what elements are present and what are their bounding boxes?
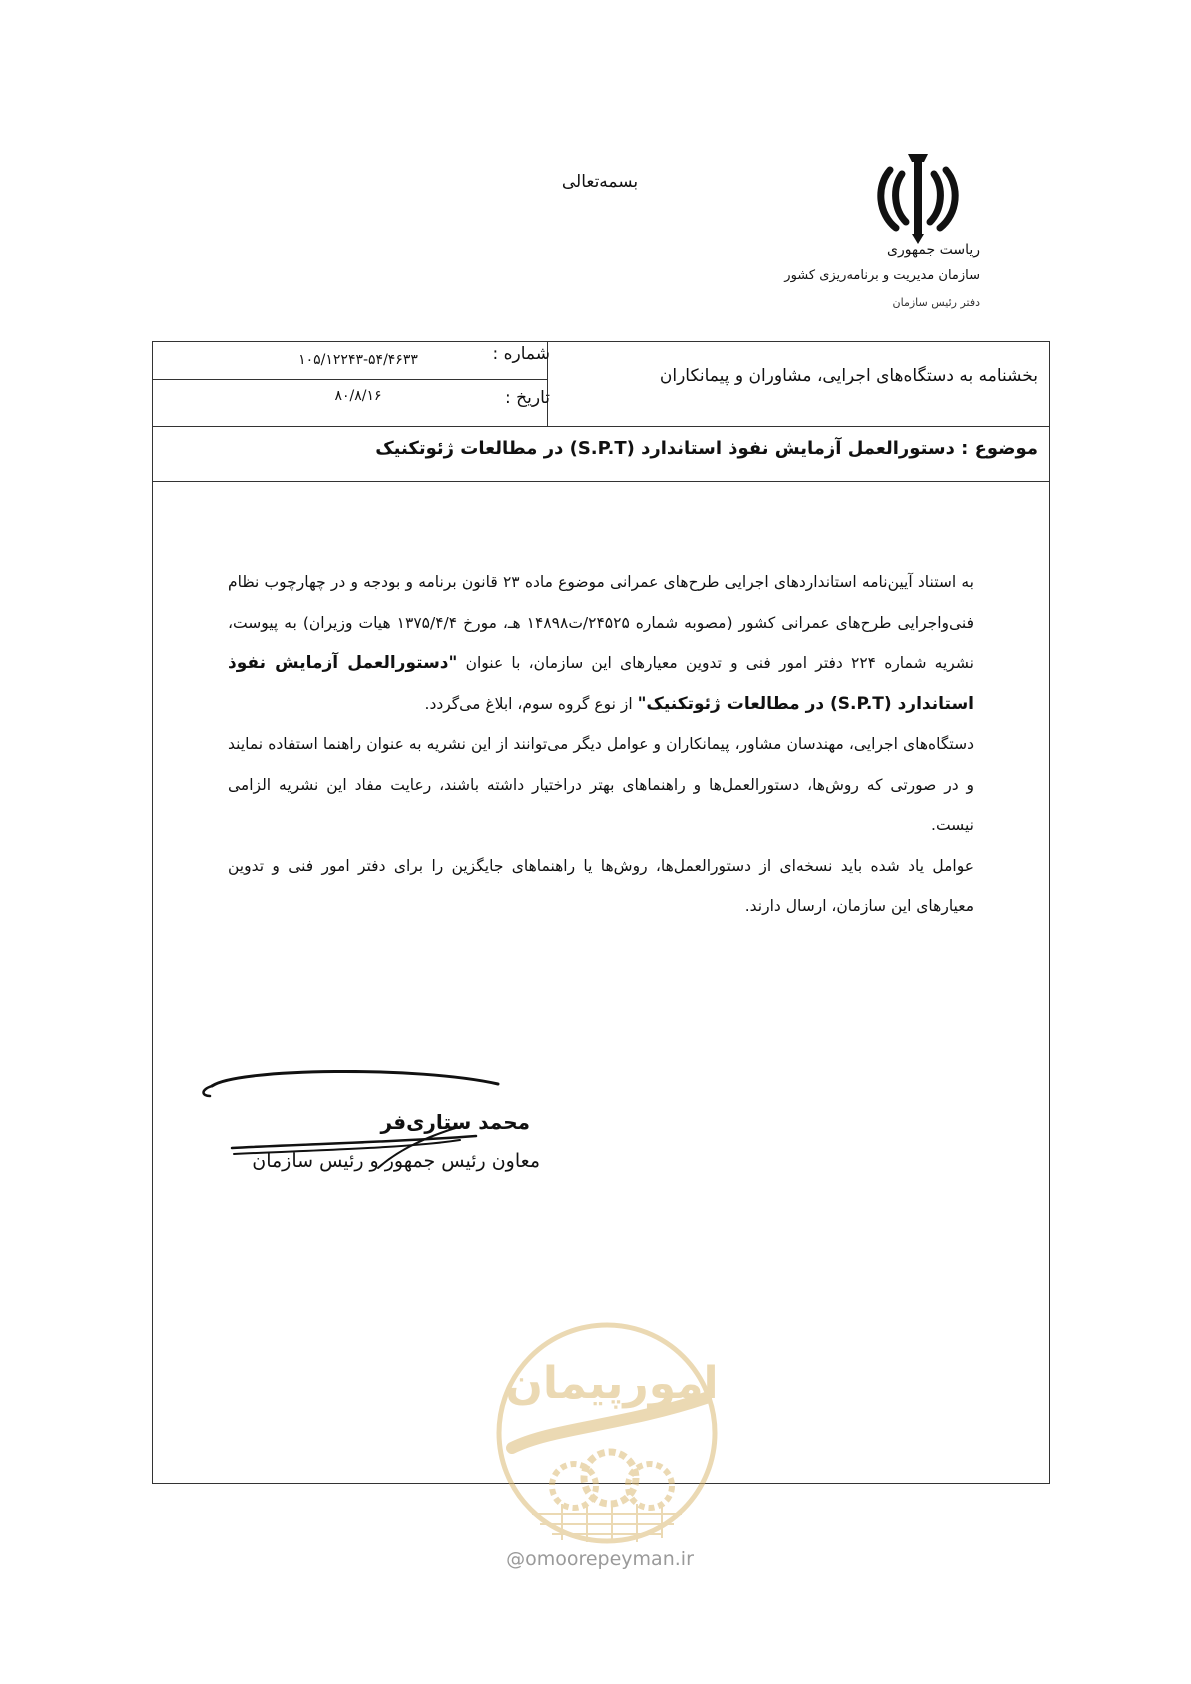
signatory-name: محمد ستاری‌فر <box>380 1110 530 1134</box>
header-divider <box>152 426 1050 427</box>
circular-recipients: بخشنامه به دستگاه‌های اجرایی، مشاوران و پیمانکاران <box>659 366 1038 386</box>
signatory-title: معاون رئیس جمهور و رئیس سازمان <box>252 1150 540 1172</box>
bismillah-heading: بسمه‌تعالی <box>561 172 639 192</box>
org-line-presidency: ریاست جمهوری <box>886 242 980 258</box>
subject-line: موضوع : دستورالعمل آزمایش نفوذ استاندارد (S.P.T) در مطالعات ژئوتکنیک <box>375 438 1038 459</box>
body-p1-text-b: از نوع گروه سوم، ابلاغ می‌گردد. <box>424 694 638 713</box>
meta-divider <box>152 379 547 380</box>
watermark-logo-text: امورپیمان <box>505 1358 719 1409</box>
body-p1-text-a: به استناد آیین‌نامه استانداردهای اجرایی طرح‌های عمرانی موضوع ماده ۲۳ قانون برنامه و بودجه و در چهارچوب نظام فنی‌واجرایی طرح‌های عمرانی کشور (مصوبه شماره ۲۴۵۲۵/ت۱۴۸۹۸ هـ، مورخ ۱۳۷۵/۴/۴ هیات وزیران) به پیوست، نشریه شماره ۲۲۴ دفتر امور فنی و تدوین معیارهای این سازمان، با عنوان <box>228 573 975 672</box>
org-line-office: دفتر رئیس سازمان <box>892 296 980 309</box>
date-label: تاریخ : <box>505 388 550 408</box>
body-paragraph-3: عوامل یاد شده باید نسخه‌ای از دستورالعمل‌ها، روش‌ها یا راهنماهای جایگزین را برای دفتر امور فنی و تدوین معیارهای این سازمان، ارسال دارند. <box>228 856 974 915</box>
omoorepeyman-watermark-logo <box>492 1318 722 1548</box>
body-paragraph-1 <box>228 562 974 724</box>
body-paragraph-2: دستگاه‌های اجرایی، مهندسان مشاور، پیمانکاران و عوامل دیگر می‌توانند از این نشریه به عنوان راهنما استفاده نمایند و در صورتی که روش‌ها، دستورالعمل‌ها و راهنماهای بهتر دراختیار داشته باشند، رعایت مفاد این نشریه الزامی نیست. <box>228 735 974 834</box>
number-value: ۱۰۵/۱۲۲۴۳-۵۴/۴۶۳۳ <box>298 352 418 368</box>
number-label: شماره : <box>492 344 550 364</box>
date-value: ۸۰/۸/۱۶ <box>334 388 382 404</box>
org-line-organization: سازمان مدیریت و برنامه‌ریزی کشور <box>784 268 980 283</box>
subject-divider <box>152 481 1050 482</box>
watermark-site-link[interactable]: @omoorepeyman.ir <box>506 1548 694 1570</box>
letter-body <box>228 562 974 927</box>
iran-emblem-icon <box>868 148 968 248</box>
publication-title: "دستورالعمل آزمایش نفوذ استاندارد (S.P.T) در مطالعات ژئوتکنیک" <box>228 653 974 714</box>
